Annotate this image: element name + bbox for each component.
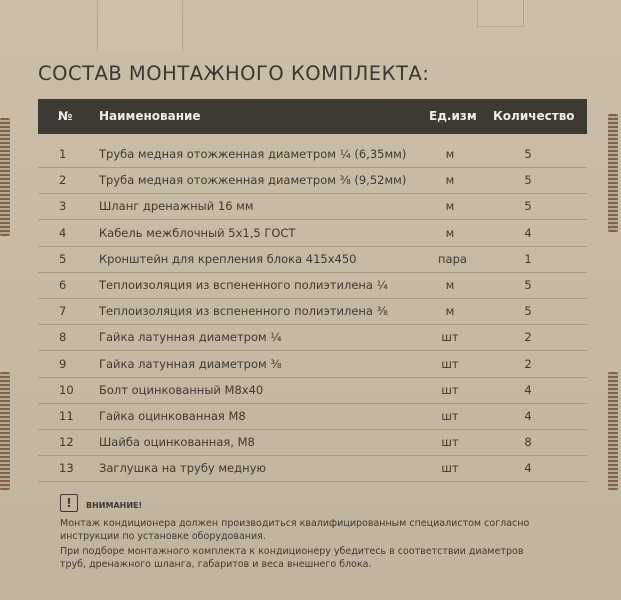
row-unit: м [445,199,455,214]
table-row [38,455,587,482]
row-quantity: 2 [524,356,532,371]
row-number: 8 [59,330,67,345]
table-row [38,351,587,378]
table-row [38,220,587,247]
row-number: 3 [59,199,67,214]
row-name: Теплоизоляция из вспененного полиэтилена ⅜ [99,304,388,319]
row-number: 11 [59,409,74,423]
row-unit: пара [438,251,467,266]
row-quantity: 4 [524,461,532,476]
row-name: Заглушка на трубу медную [99,461,267,476]
table-row [38,298,587,325]
row-quantity: 4 [524,409,532,423]
table-row [38,429,587,456]
row-unit: шт [441,382,459,397]
row-quantity: 8 [524,435,532,450]
header-name: Наименование [99,109,201,123]
warning-line: труб, дренажного шланга, габаритов и веса внешнего блока. [60,559,372,570]
row-quantity: 5 [524,304,532,319]
row-number: 6 [59,278,67,292]
table-row [38,324,587,351]
warning-line: При подборе монтажного комплекта к кондиционеру убедитесь в соответствии диаметров [60,546,524,557]
row-name: Гайка латунная диаметром ⅜ [99,356,282,371]
row-name: Кабель межблочный 5х1,5 ГОСТ [99,225,296,240]
row-number: 13 [59,461,74,476]
header-unit: Ед.изм [429,109,477,123]
row-unit: м [445,147,455,161]
row-name: Шланг дренажный 16 мм [99,199,254,214]
table-row [38,141,587,168]
corrugated-edge [608,114,618,232]
warning-line: Монтаж кондиционера должен производиться квалифицированным специалистом согласно [60,518,530,529]
table-row [38,193,587,220]
row-unit: м [445,278,455,292]
warning-line: инструкции по установке оборудования. [60,531,266,542]
row-name: Шайба оцинкованная, М8 [99,435,255,450]
row-name: Теплоизоляция из вспененного полиэтилена ¼ [99,278,388,292]
row-number: 12 [59,435,74,450]
row-number: 4 [59,225,67,240]
box-flap [97,0,183,52]
table-row [38,403,587,430]
row-quantity: 5 [524,199,532,214]
row-unit: шт [441,330,459,345]
row-number: 10 [59,382,74,397]
warning-icon: ! [60,494,78,512]
row-unit: м [445,304,455,319]
row-number: 5 [59,251,67,266]
warning-title: ВНИМАНИЕ! [86,501,143,510]
row-quantity: 5 [524,173,532,188]
box-flap [477,0,524,27]
table-row [38,246,587,273]
header-quantity: Количество [493,109,575,123]
row-name: Гайка оцинкованная М8 [99,409,246,423]
row-number: 9 [59,356,67,371]
row-quantity: 5 [524,278,532,292]
row-name: Труба медная отожженная диаметром ⅜ (9,52мм) [99,173,407,188]
row-number: 1 [59,147,67,161]
row-unit: м [445,225,455,240]
row-number: 7 [59,304,67,319]
table-header [38,99,587,134]
row-quantity: 2 [524,330,532,345]
row-unit: шт [441,435,459,450]
row-name: Труба медная отожженная диаметром ¼ (6,35мм) [99,147,407,161]
row-number: 2 [59,173,67,188]
header-number: № [58,109,73,123]
table-row [38,377,587,404]
row-name: Кронштейн для крепления блока 415х450 [99,251,357,266]
corrugated-edge [608,372,618,490]
row-quantity: 4 [524,225,532,240]
table-row [38,272,587,299]
table-row [38,167,587,194]
row-unit: шт [441,461,459,476]
corrugated-edge [0,118,10,236]
row-name: Гайка латунная диаметром ¼ [99,330,282,345]
row-name: Болт оцинкованный М8х40 [99,382,264,397]
row-unit: шт [441,356,459,371]
row-quantity: 1 [524,251,532,266]
row-unit: м [445,173,455,188]
row-unit: шт [441,409,459,423]
row-quantity: 5 [524,147,532,161]
page-title: СОСТАВ МОНТАЖНОГО КОМПЛЕКТА: [38,62,430,85]
corrugated-edge [0,372,10,490]
row-quantity: 4 [524,382,532,397]
